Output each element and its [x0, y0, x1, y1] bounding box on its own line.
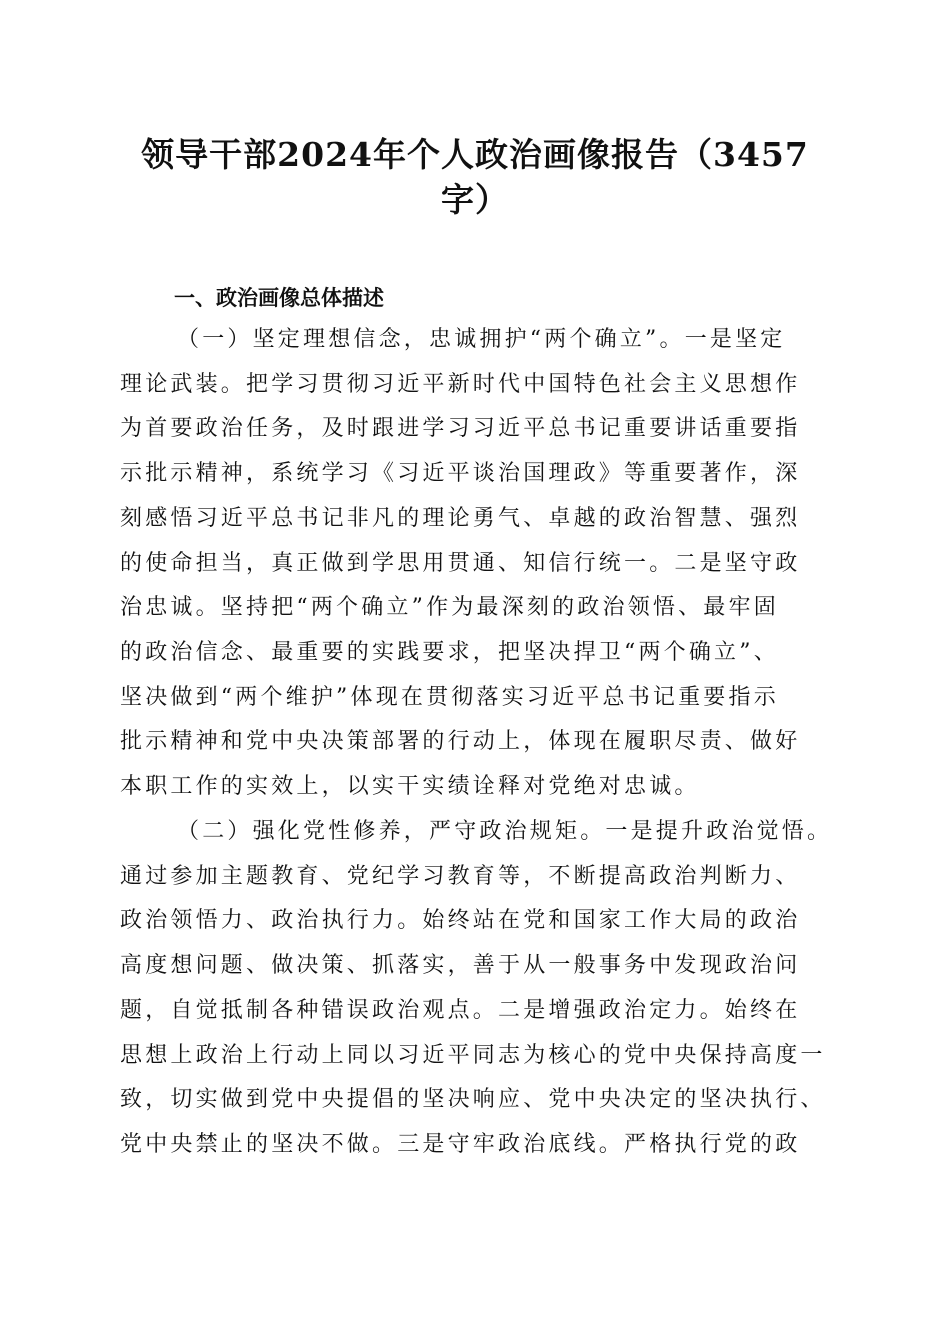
section-heading: 一、政治画像总体描述 [174, 286, 384, 310]
paragraph-line: 坚决做到“两个维护”体现在贯彻落实习近平总书记重要指示 [120, 684, 779, 710]
paragraph-line: 理论武装。把学习贯彻习近平新时代中国特色社会主义思想作 [120, 371, 801, 397]
title-line-1: 领导干部2024年个人政治画像报告（3457 [141, 135, 809, 174]
title-line-2: 字） [441, 180, 509, 219]
paragraph-line: 的使命担当，真正做到学思用贯通、知信行统一。二是坚守政 [120, 550, 801, 576]
paragraph-line: 的政治信念、最重要的实践要求，把坚决捍卫“两个确立”、 [120, 639, 779, 665]
paragraph-line: 为首要政治任务，及时跟进学习习近平总书记重要讲话重要指 [120, 416, 801, 442]
paragraph-line: 高度想问题、做决策、抓落实，善于从一般事务中发现政治问 [120, 953, 801, 979]
paragraph-line: （二）强化党性修养，严守政治规矩。一是提升政治觉悟。 [177, 819, 833, 844]
paragraph-line: 政治领悟力、政治执行力。始终站在党和国家工作大局的政治 [120, 908, 801, 934]
paragraph-line: 示批示精神，系统学习《习近平谈治国理政》等重要著作，深 [120, 461, 801, 487]
paragraph-line: 党中央禁止的坚决不做。三是守牢政治底线。严格执行党的政 [120, 1131, 801, 1157]
paragraph-line: 思想上政治上行动上同以习近平同志为核心的党中央保持高度一 [120, 1042, 826, 1068]
paragraph-line: 本职工作的实效上，以实干实绩诠释对党绝对忠诚。 [120, 774, 700, 800]
paragraph-line: 批示精神和党中央决策部署的行动上，体现在履职尽责、做好 [120, 729, 801, 755]
document-title [110, 132, 840, 222]
paragraph-2 [120, 810, 838, 1168]
paragraph-line: 刻感悟习近平总书记非凡的理论勇气、卓越的政治智慧、强烈 [120, 505, 801, 531]
paragraph-line: （一）坚定理想信念，忠诚拥护“两个确立”。一是坚定 [177, 327, 786, 352]
paragraph-1 [120, 318, 838, 810]
paragraph-line: 题，自觉抵制各种错误政治观点。二是增强政治定力。始终在 [120, 997, 801, 1023]
paragraph-line: 致，切实做到党中央提倡的坚决响应、党中央决定的坚决执行、 [120, 1087, 826, 1113]
paragraph-line: 治忠诚。坚持把“两个确立”作为最深刻的政治领悟、最牢固 [120, 595, 779, 621]
paragraph-line: 通过参加主题教育、党纪学习教育等，不断提高政治判断力、 [120, 863, 801, 889]
